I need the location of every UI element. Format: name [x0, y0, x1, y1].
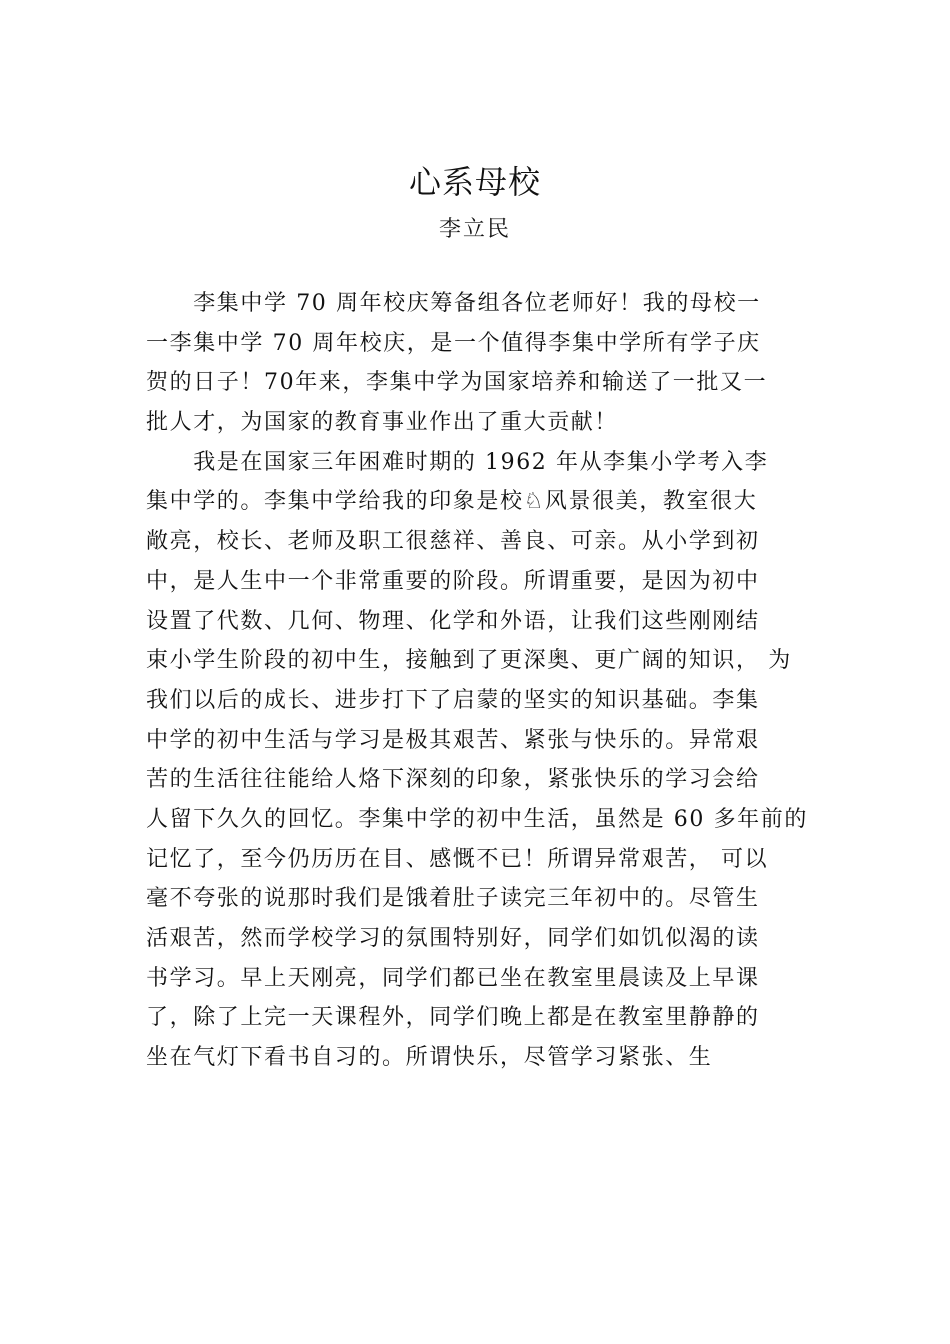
text-line: 中学的初中生活与学习是极其艰苦、紧张与快乐的。异常艰 [146, 727, 760, 753]
body-text [146, 284, 821, 1078]
text-line: 集中学的。李集中学给我的印象是校♘风景很美，教室很大 [146, 489, 758, 515]
text-line: 一李集中学 70 周年校庆，是一个值得李集中学所有学子庆 [146, 330, 761, 356]
text-line: 毫不夸张的说那时我们是饿着肚子读完三年初中的。尽管生 [146, 886, 760, 912]
text-line: 了，除了上完一天课程外，同学们晚上都是在教室里静静的 [146, 1005, 760, 1031]
text-line: 书学习。早上天刚亮，同学们都已坐在教室里晨读及上早课 [146, 965, 760, 991]
text-line: 我们以后的成长、进步打下了启蒙的坚实的知识基础。李集 [146, 687, 760, 713]
text-line: 敞亮，校长、老师及职工很慈祥、善良、可亲。从小学到初 [146, 529, 760, 555]
author-name: 李立民 [438, 217, 511, 242]
text-line: 李集中学 70 周年校庆筹备组各位老师好！我的母校一 [146, 291, 761, 316]
text-line: 批人才，为国家的教育事业作出了重大贡献！ [146, 410, 619, 436]
text-line: 束小学生阶段的初中生，接触到了更深奥、更广阔的知识， 为 [146, 648, 792, 674]
text-line: 设置了代数、几何、物理、化学和外语，让我们这些刚刚结 [146, 608, 760, 634]
document-title: 心系母校 [408, 163, 541, 201]
text-line: 记忆了，至今仍历历在目、感慨不已！所谓异常艰苦， 可以 [146, 846, 769, 872]
text-line: 中，是人生中一个非常重要的阶段。所谓重要，是因为初中 [146, 568, 760, 594]
text-line: 活艰苦，然而学校学习的氛围特别好，同学们如饥似渴的读 [146, 926, 760, 951]
text-line: 贺的日子！70年来，李集中学为国家培养和输送了一批又一 [146, 370, 768, 396]
text-line: 苦的生活往往能给人烙下深刻的印象，紧张快乐的学习会给 [146, 767, 760, 793]
text-line: 我是在国家三年困难时期的 1962 年从李集小学考入李 [146, 449, 769, 475]
text-line: 人留下久久的回忆。李集中学的初中生活，虽然是 60 多年前的 [146, 806, 808, 832]
text-line: 坐在气灯下看书自习的。所谓快乐，尽管学习紧张、生 [146, 1045, 713, 1071]
